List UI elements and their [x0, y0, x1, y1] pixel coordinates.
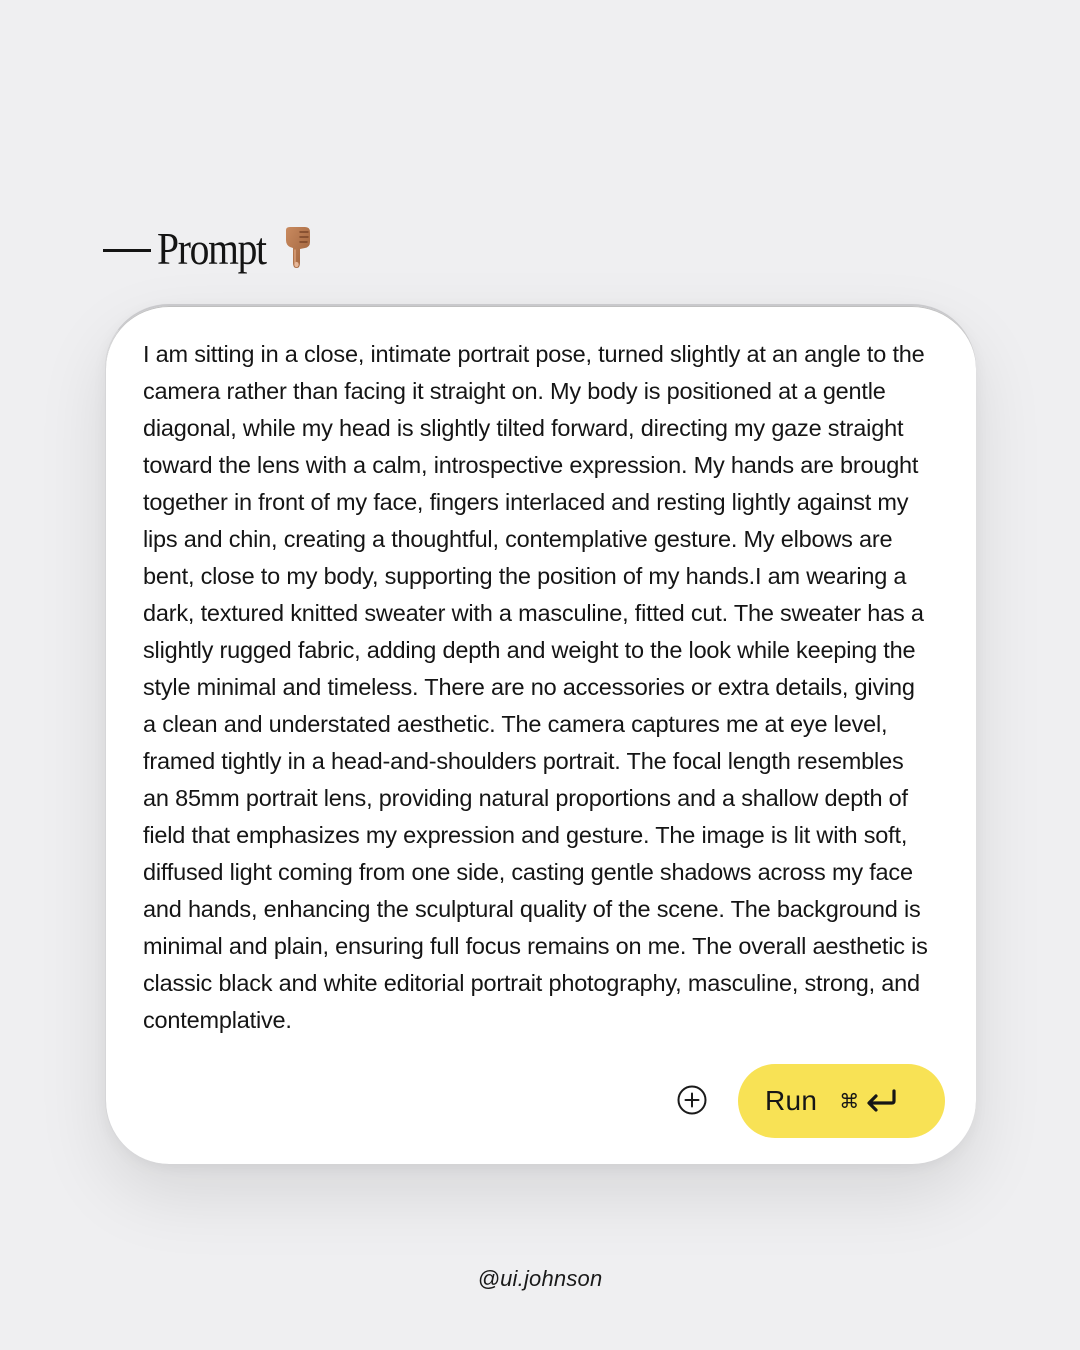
command-key-icon: ⌘	[839, 1089, 860, 1113]
prompt-card	[105, 304, 976, 1164]
plus-circle-icon[interactable]	[676, 1084, 708, 1116]
heading-dash	[103, 249, 151, 252]
section-heading	[103, 218, 313, 278]
run-shortcut	[839, 1088, 898, 1115]
return-arrow-icon	[864, 1088, 898, 1115]
author-handle: @ui.johnson	[477, 1266, 603, 1291]
hand-pointing-down-icon	[283, 226, 313, 270]
run-label: Run	[765, 1085, 818, 1116]
prompt-text[interactable]: I am sitting in a close, intimate portrait pose, turned slightly at an angle to the camera rather than facing it straight on. My body is positioned at a gentle diagonal, while my head is slightly tilted forward, directing my gaze straight toward the lens with a calm, introspective expression. My hands are brought together in front of my face, fingers interlaced and resting lightly against my lips and chin, creating a thoughtful, contemplative gesture. My elbows are bent, close to my body, supporting the position of my hands.I am wearing a dark, textured knitted sweater with a masculine, fitted cut. The sweater has a slightly rugged fabric, adding depth and weight to the look while keeping the style minimal and timeless. There are no accessories or extra details, giving a clean and understated aesthetic. The camera captures me at eye level, framed tightly in a head-and-shoulders portrait. The focal length resembles an 85mm portrait lens, providing natural proportions and a shallow depth of field that emphasizes my expression and gesture. The image is lit with soft, diffused light coming from one side, casting gentle shadows across my face and hands, enhancing the sculptural quality of the scene. The background is minimal and plain, ensuring full focus remains on me. The overall aesthetic is classic black and white editorial portrait photography, masculine, strong, and contemplative.	[143, 341, 928, 1033]
heading-title: Prompt	[157, 222, 266, 274]
run-button[interactable]	[738, 1064, 945, 1138]
